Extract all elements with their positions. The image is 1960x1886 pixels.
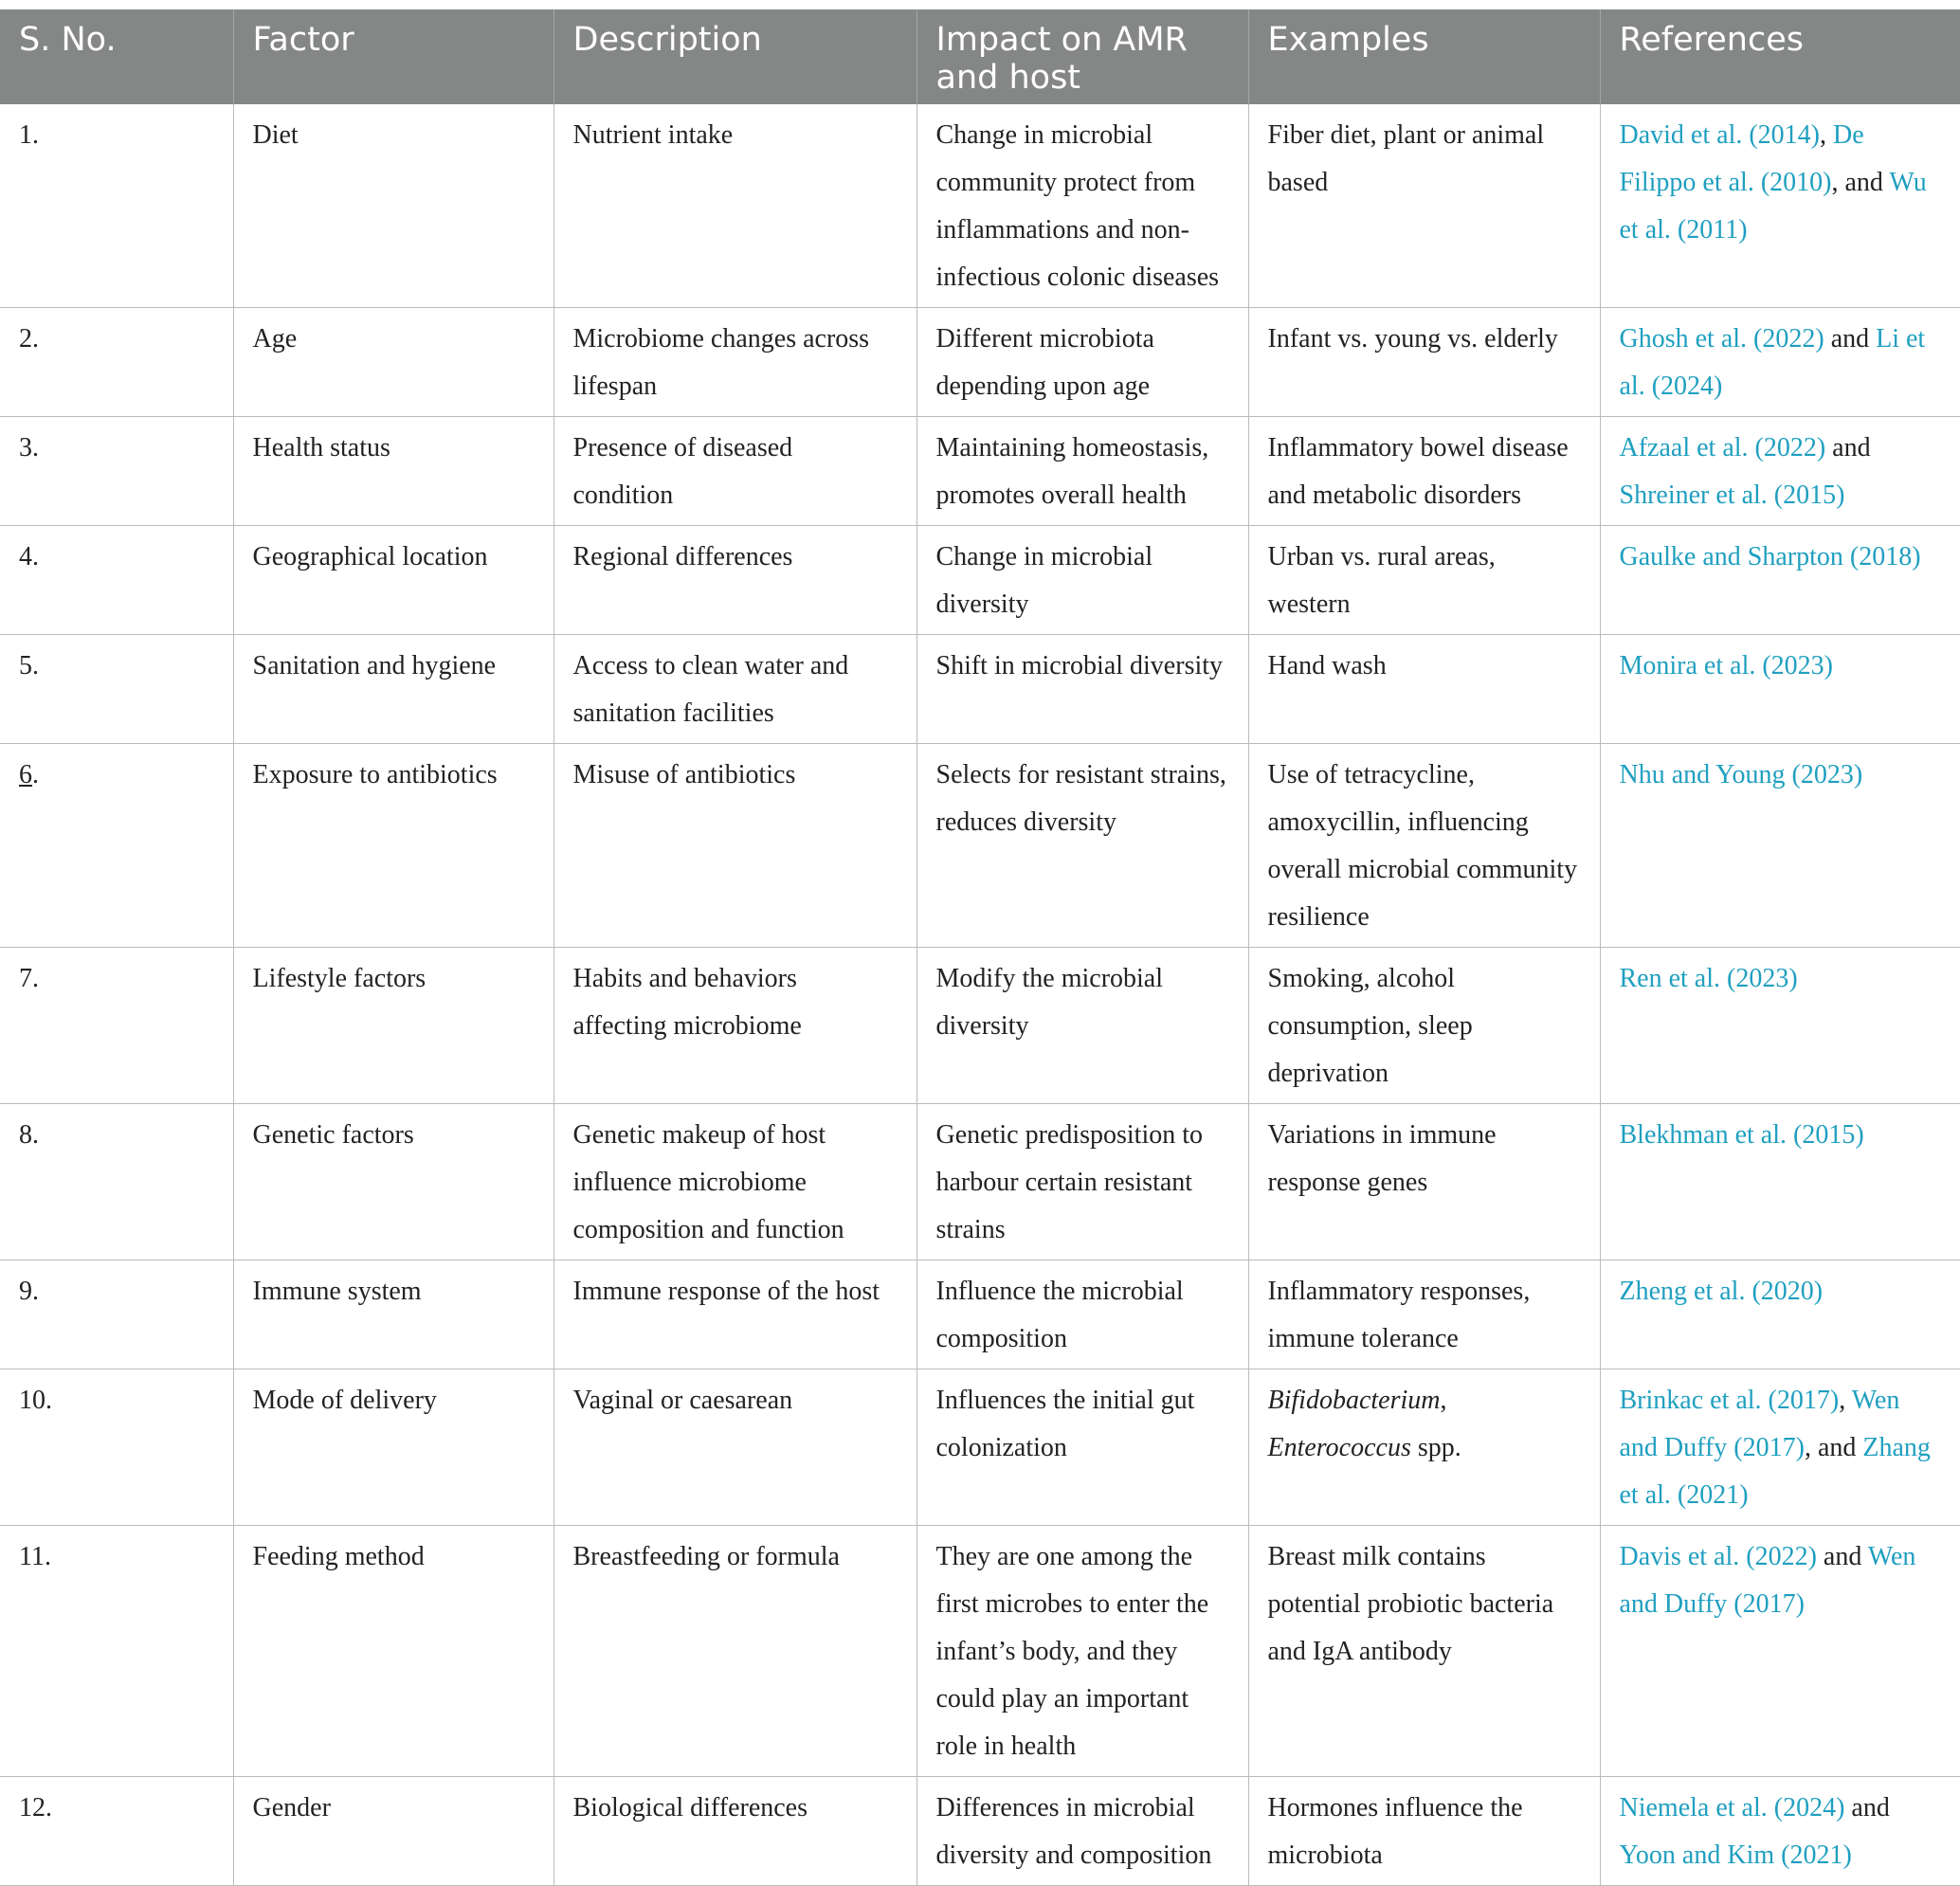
reference-separator: and xyxy=(1825,433,1871,462)
cell-sno: 4. xyxy=(0,526,233,635)
cell-factor: Lifestyle factors xyxy=(233,948,554,1104)
cell-description: Genetic makeup of host influence microbiome composition and function xyxy=(554,1104,916,1260)
cell-impact: They are one among the first microbes to enter the infant’s body, and they could play an important role in health xyxy=(916,1526,1248,1777)
reference-link[interactable]: Wu et al. (2011) xyxy=(1619,168,1927,245)
table-row xyxy=(0,1260,1960,1369)
cell-impact: Maintaining homeostasis, promotes overall health xyxy=(916,417,1248,526)
sno-underlined: 6 xyxy=(19,760,32,789)
cell-impact: Influence the microbial composition xyxy=(916,1260,1248,1369)
examples-suffix: spp. xyxy=(1410,1433,1461,1462)
reference-link[interactable]: Shreiner et al. (2015) xyxy=(1619,481,1845,510)
table-row xyxy=(0,526,1960,635)
cell-references xyxy=(1600,635,1960,744)
reference-link[interactable]: De Filippo et al. (2010) xyxy=(1619,120,1864,197)
cell-examples: Hand wash xyxy=(1248,635,1600,744)
cell-examples: Infant vs. young vs. elderly xyxy=(1248,308,1600,417)
table-row xyxy=(0,744,1960,948)
cell-impact: Influences the initial gut colonization xyxy=(916,1369,1248,1526)
cell-impact: Genetic predisposition to harbour certain resistant strains xyxy=(916,1104,1248,1260)
reference-link[interactable]: Blekhman et al. (2015) xyxy=(1619,1120,1864,1150)
cell-description: Access to clean water and sanitation facilities xyxy=(554,635,916,744)
cell-description: Biological differences xyxy=(554,1777,916,1886)
cell-examples: Breast milk contains potential probiotic bacteria and IgA antibody xyxy=(1248,1526,1600,1777)
cell-references xyxy=(1600,308,1960,417)
reference-link[interactable]: Niemela et al. (2024) xyxy=(1619,1793,1845,1823)
cell-examples xyxy=(1248,1369,1600,1526)
cell-examples: Hormones influence the microbiota xyxy=(1248,1777,1600,1886)
cell-examples: Urban vs. rural areas, western xyxy=(1248,526,1600,635)
reference-link[interactable]: Ghosh et al. (2022) xyxy=(1619,324,1824,354)
cell-examples: Smoking, alcohol consumption, sleep deprivation xyxy=(1248,948,1600,1104)
cell-examples: Inflammatory responses, immune tolerance xyxy=(1248,1260,1600,1369)
reference-link[interactable]: Nhu and Young (2023) xyxy=(1619,760,1863,789)
table-body xyxy=(0,104,1960,1886)
cell-factor: Mode of delivery xyxy=(233,1369,554,1526)
cell-impact: Different microbiota depending upon age xyxy=(916,308,1248,417)
header-description: Description xyxy=(554,9,916,104)
header-sno: S. No. xyxy=(0,9,233,104)
cell-factor: Gender xyxy=(233,1777,554,1886)
reference-link[interactable]: Afzaal et al. (2022) xyxy=(1619,433,1826,462)
table-row xyxy=(0,635,1960,744)
cell-impact: Shift in microbial diversity xyxy=(916,635,1248,744)
cell-description: Nutrient intake xyxy=(554,104,916,308)
cell-description: Habits and behaviors affecting microbiome xyxy=(554,948,916,1104)
cell-references xyxy=(1600,744,1960,948)
cell-examples: Use of tetracycline, amoxycillin, influencing overall microbial community resilience xyxy=(1248,744,1600,948)
cell-factor: Geographical location xyxy=(233,526,554,635)
reference-separator: , xyxy=(1839,1386,1852,1415)
reference-link[interactable]: Yoon and Kim (2021) xyxy=(1619,1841,1852,1870)
reference-separator: and xyxy=(1824,324,1877,354)
cell-sno xyxy=(0,744,233,948)
reference-separator: and xyxy=(1844,1793,1890,1823)
header-references: References xyxy=(1600,9,1960,104)
cell-examples: Inflammatory bowel disease and metabolic disorders xyxy=(1248,417,1600,526)
cell-references xyxy=(1600,104,1960,308)
cell-description: Misuse of antibiotics xyxy=(554,744,916,948)
cell-description: Microbiome changes across lifespan xyxy=(554,308,916,417)
table-row xyxy=(0,1104,1960,1260)
cell-sno: 10. xyxy=(0,1369,233,1526)
cell-examples: Variations in immune response genes xyxy=(1248,1104,1600,1260)
cell-references xyxy=(1600,417,1960,526)
cell-impact: Differences in microbial diversity and composition xyxy=(916,1777,1248,1886)
cell-factor: Sanitation and hygiene xyxy=(233,635,554,744)
reference-separator: , and xyxy=(1804,1433,1863,1462)
table-row xyxy=(0,417,1960,526)
header-examples: Examples xyxy=(1248,9,1600,104)
cell-sno: 12. xyxy=(0,1777,233,1886)
header-impact: Impact on AMR and host xyxy=(916,9,1248,104)
cell-references xyxy=(1600,1369,1960,1526)
cell-examples: Fiber diet, plant or animal based xyxy=(1248,104,1600,308)
genus-name: Enterococcus xyxy=(1267,1433,1411,1462)
sno-period: . xyxy=(32,760,39,789)
cell-impact: Modify the microbial diversity xyxy=(916,948,1248,1104)
reference-separator: , and xyxy=(1831,168,1890,197)
reference-link[interactable]: Ren et al. (2023) xyxy=(1619,964,1798,993)
cell-description: Presence of diseased condition xyxy=(554,417,916,526)
cell-references xyxy=(1600,1526,1960,1777)
reference-link[interactable]: Gaulke and Sharpton (2018) xyxy=(1619,542,1921,571)
factors-table xyxy=(0,9,1960,1886)
cell-references xyxy=(1600,1777,1960,1886)
cell-impact: Change in microbial diversity xyxy=(916,526,1248,635)
table-row xyxy=(0,308,1960,417)
reference-link[interactable]: Brinkac et al. (2017) xyxy=(1619,1386,1840,1415)
reference-separator: , xyxy=(1820,120,1833,150)
cell-impact: Selects for resistant strains, reduces diversity xyxy=(916,744,1248,948)
cell-references xyxy=(1600,526,1960,635)
table-row xyxy=(0,1777,1960,1886)
cell-references xyxy=(1600,1104,1960,1260)
reference-link[interactable]: Monira et al. (2023) xyxy=(1619,651,1833,680)
cell-description: Regional differences xyxy=(554,526,916,635)
cell-sno: 11. xyxy=(0,1526,233,1777)
header-factor: Factor xyxy=(233,9,554,104)
cell-factor: Exposure to antibiotics xyxy=(233,744,554,948)
cell-sno: 1. xyxy=(0,104,233,308)
examples-separator: , xyxy=(1440,1386,1447,1415)
reference-link[interactable]: Davis et al. (2022) xyxy=(1619,1542,1817,1571)
cell-references xyxy=(1600,948,1960,1104)
cell-references xyxy=(1600,1260,1960,1369)
header-row xyxy=(0,9,1960,104)
cell-sno: 7. xyxy=(0,948,233,1104)
table-row xyxy=(0,104,1960,308)
cell-description: Vaginal or caesarean xyxy=(554,1369,916,1526)
cell-description: Immune response of the host xyxy=(554,1260,916,1369)
genus-name: Bifidobacterium xyxy=(1267,1386,1441,1415)
cell-factor: Genetic factors xyxy=(233,1104,554,1260)
cell-description: Breastfeeding or formula xyxy=(554,1526,916,1777)
cell-sno: 3. xyxy=(0,417,233,526)
cell-factor: Age xyxy=(233,308,554,417)
cell-factor: Diet xyxy=(233,104,554,308)
cell-sno: 2. xyxy=(0,308,233,417)
table-row xyxy=(0,1369,1960,1526)
reference-link[interactable]: Wen and Duffy (2017) xyxy=(1619,1542,1916,1619)
reference-link[interactable]: Zhang et al. (2021) xyxy=(1619,1433,1931,1510)
cell-sno: 8. xyxy=(0,1104,233,1260)
cell-factor: Health status xyxy=(233,417,554,526)
reference-link[interactable]: Zheng et al. (2020) xyxy=(1619,1277,1824,1306)
table-row xyxy=(0,948,1960,1104)
cell-sno: 5. xyxy=(0,635,233,744)
cell-sno: 9. xyxy=(0,1260,233,1369)
cell-factor: Feeding method xyxy=(233,1526,554,1777)
reference-link[interactable]: David et al. (2014) xyxy=(1619,120,1820,150)
table-row xyxy=(0,1526,1960,1777)
cell-factor: Immune system xyxy=(233,1260,554,1369)
reference-link[interactable]: Li et al. (2024) xyxy=(1619,324,1926,401)
reference-separator: and xyxy=(1816,1542,1868,1571)
table-header xyxy=(0,9,1960,104)
cell-impact: Change in microbial community protect from inflammations and non-infectious colonic diseases xyxy=(916,104,1248,308)
reference-link[interactable]: Wen and Duffy (2017) xyxy=(1619,1386,1900,1462)
